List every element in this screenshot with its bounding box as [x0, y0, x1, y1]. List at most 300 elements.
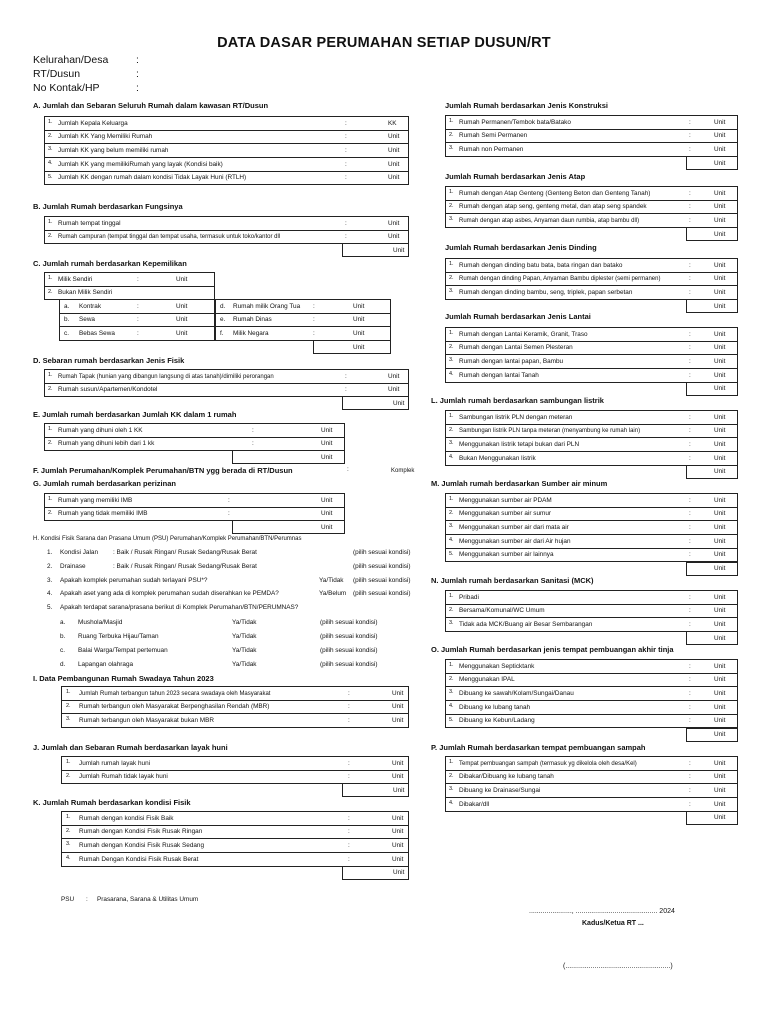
konstruksi-table — [445, 115, 738, 157]
total-unit: Unit — [714, 634, 726, 642]
row-number: 5. — [48, 173, 53, 180]
row-label: Jumlah rumah layak huni — [79, 759, 151, 767]
row-unit: Unit — [714, 357, 726, 365]
row-colon: : — [689, 261, 691, 269]
psu-row-hint: (pilih sesuai kondisi) — [353, 549, 411, 556]
table-row — [446, 535, 737, 549]
row-label: Dibuang ke sawah/Kolam/Sungai/Danau — [459, 689, 574, 697]
row-number: 2. — [48, 439, 53, 446]
row-number: 1. — [48, 496, 53, 502]
row-colon: : — [689, 800, 691, 808]
footnote-colon: : — [86, 896, 88, 903]
row-number: 3. — [449, 216, 454, 223]
row-unit: Unit — [321, 426, 333, 434]
row-colon: : — [689, 620, 691, 628]
section-m-heading: M. Jumlah rumah berdasarkan Sumber air minum — [431, 479, 608, 488]
row-colon: : — [689, 413, 691, 421]
table-row — [60, 300, 214, 314]
row-number: 1. — [449, 759, 454, 765]
psu-sub-letter: d. — [60, 661, 66, 668]
row-label: Bukan Menggunakan listrik — [459, 454, 536, 462]
row-label: Rumah Permanen/Tembok bata/Batako — [459, 118, 571, 126]
row-colon: : — [689, 288, 691, 296]
section-p-heading: P. Jumlah Rumah berdasarkan tempat pembuangan sampah — [431, 743, 646, 752]
kelurahan-label: Kelurahan/Desa — [33, 54, 109, 66]
row-number: 1. — [66, 814, 71, 820]
section-p-table — [445, 756, 738, 812]
psu-row-value: : Baik / Rusak Ringan/ Rusak Sedang/Rusak Berat — [113, 562, 257, 570]
section-f-unit: Komplek — [391, 468, 415, 474]
total-box — [686, 299, 738, 313]
row-colon: : — [689, 496, 691, 504]
row-label: Dibakar/dll — [459, 800, 490, 808]
row-unit: Unit — [714, 344, 726, 352]
row-label: Rumah Dinas — [233, 316, 272, 324]
row-number: 1. — [48, 275, 53, 281]
psu-row-value: : Baik / Rusak Ringan/ Rusak Sedang/Rusak Berat — [113, 549, 257, 556]
row-number: 2. — [48, 132, 53, 139]
section-i-table — [61, 686, 409, 728]
row-colon: : — [348, 855, 350, 863]
psu-row-value: Ya/Tidak — [319, 576, 344, 584]
rt-dusun-colon: : — [136, 68, 139, 80]
row-colon: : — [348, 814, 350, 822]
row-letter: d. — [220, 302, 226, 310]
row-unit: Unit — [714, 773, 726, 781]
row-number: 3. — [449, 523, 454, 530]
row-number: 1. — [48, 119, 53, 125]
table-row — [446, 259, 737, 273]
section-b-heading: B. Jumlah Rumah berdasarkan Fungsinya — [33, 202, 183, 211]
row-label: Bukan Milik Sendiri — [58, 289, 113, 297]
row-colon: : — [689, 717, 691, 725]
row-colon: : — [689, 118, 691, 126]
table-row — [45, 144, 408, 158]
row-number: 2. — [48, 232, 53, 239]
row-label: Sambungan listrik PLN dengan meteran — [459, 413, 573, 421]
table-row — [216, 300, 390, 314]
row-number: 1. — [449, 330, 454, 336]
row-number: 2. — [449, 772, 454, 779]
signature-date: ......................, .......................................... 2024 — [529, 908, 675, 915]
row-number: 1. — [48, 219, 53, 225]
row-unit: Unit — [176, 316, 188, 324]
row-colon: : — [252, 426, 254, 434]
total-box — [342, 243, 409, 257]
row-colon: : — [689, 203, 691, 211]
total-unit: Unit — [714, 814, 726, 822]
row-number: 1. — [449, 413, 454, 419]
row-label: Rumah tempat tinggal — [58, 219, 121, 227]
row-label: Jumlah KK dengan rumah dalam kondisi Tidak Layak Huni (RTLH) — [58, 174, 247, 182]
row-label: Dibuang ke Kebun/Ladang — [459, 717, 535, 725]
psu-row-value: Ya/Belum — [319, 590, 347, 598]
row-unit: Unit — [714, 330, 726, 338]
table-row — [45, 217, 408, 231]
row-colon: : — [345, 386, 347, 394]
row-number: 3. — [449, 440, 454, 447]
row-label: Rumah terbangun oleh Masyarakat bukan MBR — [79, 716, 214, 724]
table-row — [446, 214, 737, 228]
row-number: 2. — [449, 509, 454, 516]
row-unit: Unit — [321, 510, 333, 518]
row-colon: : — [689, 454, 691, 462]
row-unit: KK — [388, 119, 397, 127]
table-row — [45, 370, 408, 384]
row-colon: : — [348, 716, 350, 724]
table-row — [62, 701, 408, 715]
row-unit: Unit — [392, 814, 404, 822]
table-row — [446, 130, 737, 144]
row-number: 3. — [66, 841, 71, 848]
table-row — [446, 116, 737, 130]
row-number: 2. — [449, 606, 454, 613]
row-label: Jumlah KK Yang Memiliki Rumah — [58, 133, 153, 141]
row-number: 2. — [48, 385, 53, 392]
row-colon: : — [689, 662, 691, 670]
row-unit: Unit — [392, 759, 404, 767]
total-unit: Unit — [714, 230, 726, 238]
row-label: Bersama/Komunal/WC Umum — [459, 607, 545, 615]
row-number: 2. — [66, 772, 71, 779]
total-unit: Unit — [714, 468, 726, 476]
table-row — [45, 508, 344, 522]
kontak-colon: : — [136, 82, 139, 94]
total-unit: Unit — [714, 385, 726, 393]
table-row — [446, 369, 737, 383]
row-label: Rumah yang memiliki IMB — [58, 496, 133, 504]
section-b-table — [44, 216, 409, 244]
row-unit: Unit — [714, 189, 726, 197]
row-unit: Unit — [392, 703, 404, 711]
row-number: 1. — [449, 593, 454, 599]
table-row — [446, 771, 737, 785]
row-colon: : — [689, 551, 691, 559]
row-label: Menggunakan IPAL — [459, 676, 515, 684]
dinding-table — [445, 258, 738, 300]
row-colon: : — [689, 523, 691, 531]
row-label: Rumah Semi Permanen — [459, 132, 528, 140]
row-number: 5. — [449, 716, 454, 723]
row-unit: Unit — [714, 607, 726, 615]
row-number: 2. — [449, 426, 454, 433]
table-row — [45, 494, 344, 508]
total-box — [342, 866, 409, 880]
row-unit: Unit — [714, 551, 726, 559]
row-unit: Unit — [714, 676, 726, 684]
total-box — [342, 783, 409, 797]
table-row — [45, 172, 408, 186]
row-colon: : — [345, 119, 347, 127]
row-number: 3. — [449, 786, 454, 793]
row-label: Dibuang ke lubang tanah — [459, 703, 531, 711]
table-row — [45, 384, 408, 398]
row-label: Rumah dengan Kondisi Fisik Rusak Ringan — [79, 828, 203, 836]
table-row — [446, 438, 737, 452]
row-colon: : — [689, 510, 691, 518]
row-number: 2. — [449, 675, 454, 682]
psu-sub-hint: (pilih sesuai kondisi) — [320, 619, 378, 626]
row-colon: : — [345, 133, 347, 141]
psu-sub-label: Mushola/Masjid — [78, 619, 123, 626]
row-colon: : — [689, 344, 691, 352]
row-number: 2. — [449, 202, 454, 209]
row-number: 1. — [449, 118, 454, 124]
psu-sub-label: Ruang Terbuka Hijau/Taman — [78, 633, 159, 640]
row-colon: : — [689, 275, 691, 283]
row-unit: Unit — [714, 440, 726, 448]
rt-dusun-label: RT/Dusun — [33, 68, 81, 80]
row-label: Menggunakan Septicktank — [459, 662, 535, 670]
psu-row-label: Apakah terdapat sarana/prasana berikut di Komplek Perumahan/BTN/PERUMNAS? — [60, 604, 299, 612]
psu-sub-hint: (pilih sesuai kondisi) — [320, 647, 378, 654]
section-d-table — [44, 369, 409, 397]
psu-sub-letter: c. — [60, 647, 65, 654]
kelurahan-colon: : — [136, 54, 139, 66]
row-colon: : — [313, 316, 315, 324]
footnote-text: Prasarana, Sarana & Utilitas Umum — [97, 896, 199, 903]
total-unit: Unit — [714, 565, 726, 573]
row-number: 2. — [66, 827, 71, 834]
section-f-colon: : — [347, 466, 349, 473]
row-number: 3. — [449, 288, 454, 295]
row-unit: Unit — [714, 717, 726, 725]
row-label: Rumah dengan atap asbes, Anyaman daun rumbia, atap bambu dll) — [459, 217, 640, 224]
row-label: Sambungan listrik PLN tanpa meteran (menyambung ke rumah lain) — [459, 428, 641, 435]
psu-sub-hint: (pilih sesuai kondisi) — [320, 633, 378, 640]
row-label: Menggunakan sumber air lainnya — [459, 551, 554, 559]
row-number: 2. — [66, 702, 71, 709]
section-l-heading: L. Jumlah rumah berdasarkan sambungan listrik — [431, 396, 604, 405]
row-label: Bebas Sewa — [79, 329, 115, 337]
row-unit: Unit — [714, 523, 726, 531]
row-label: Rumah dengan dinding batu bata, bata ringan dan batako — [459, 261, 623, 269]
row-letter: a. — [64, 302, 70, 310]
table-row — [446, 508, 737, 522]
row-colon: : — [137, 302, 139, 310]
row-unit: Unit — [714, 662, 726, 670]
section-d-heading: D. Sebaran rumah berdasarkan Jenis Fisik — [33, 356, 185, 365]
row-colon: : — [689, 145, 691, 153]
row-letter: b. — [64, 316, 70, 324]
row-colon: : — [348, 703, 350, 711]
row-number: 1. — [449, 261, 454, 267]
table-row — [446, 521, 737, 535]
section-i-heading: I. Data Pembangunan Rumah Swadaya Tahun 2023 — [33, 674, 214, 683]
section-j-table — [61, 756, 409, 784]
row-unit: Unit — [714, 537, 726, 545]
row-unit: Unit — [714, 593, 726, 601]
row-unit: Unit — [392, 773, 404, 781]
table-row — [45, 117, 408, 131]
row-label: Jumlah Rumah tidak layak huni — [79, 773, 168, 781]
row-colon: : — [348, 689, 350, 697]
row-colon: : — [345, 160, 347, 168]
row-colon: : — [228, 510, 230, 518]
table-row — [446, 187, 737, 201]
row-label: Kontrak — [79, 302, 102, 310]
row-unit: Unit — [714, 288, 726, 296]
row-letter: c. — [64, 329, 69, 337]
table-row — [446, 701, 737, 715]
row-label: Rumah dengan kondisi Fisik Baik — [79, 814, 174, 822]
section-j-heading: J. Jumlah dan Sebaran Rumah berdasarkan layak huni — [33, 743, 228, 752]
row-unit: Unit — [388, 372, 400, 380]
ownership-left-table — [59, 299, 215, 341]
table-row — [446, 715, 737, 729]
table-row — [446, 286, 737, 300]
row-unit: Unit — [392, 689, 404, 697]
table-row — [62, 826, 408, 840]
table-row — [446, 143, 737, 157]
row-number: 4. — [449, 454, 454, 461]
row-label: Jumlah Rumah terbangun tahun 2023 secara swadaya oleh Masyarakat — [79, 690, 271, 697]
psu-row-label: Apakah komplek perumahan sudah terlayani PSU*? — [60, 576, 208, 584]
row-colon: : — [689, 607, 691, 615]
row-unit: Unit — [714, 145, 726, 153]
section-a-heading: A. Jumlah dan Sebaran Seluruh Rumah dalam kawasan RT/Dusun — [33, 101, 269, 110]
total-box — [686, 227, 738, 241]
psu-row-hint: (pilih sesuai kondisi) — [353, 590, 411, 598]
row-label: Menggunakan sumber air sumur — [459, 510, 551, 518]
lantai-heading: Jumlah Rumah berdasarkan Jenis Lantai — [445, 312, 591, 321]
total-box — [232, 450, 345, 464]
section-k-table — [61, 811, 409, 867]
row-label: Tempat pembuangan sampah (termasuk yg dikelola oleh desa/Kel) — [459, 760, 637, 767]
section-e-table — [44, 423, 345, 451]
row-unit: Unit — [714, 759, 726, 767]
row-number: 3. — [48, 146, 53, 153]
row-unit: Unit — [392, 828, 404, 836]
konstruksi-heading: Jumlah Rumah berdasarkan Jenis Konstruksi — [445, 101, 608, 110]
row-number: 3. — [449, 620, 454, 627]
total-box — [342, 396, 409, 410]
table-row — [446, 328, 737, 342]
row-unit: Unit — [714, 413, 726, 421]
row-label: Menggunakan sumber air dari Air hujan — [459, 537, 571, 545]
row-unit: Unit — [714, 371, 726, 379]
row-colon: : — [689, 689, 691, 697]
psu-sub-value: Ya/Tidak — [232, 647, 257, 654]
row-unit: Unit — [388, 386, 400, 394]
total-box — [313, 340, 391, 354]
table-row — [446, 452, 737, 466]
row-label: Dibakar/Dibuang ke lubang tanah — [459, 773, 554, 781]
section-f-heading: F. Jumlah Perumahan/Komplek Perumahan/BTN ygg berada di RT/Dusun — [33, 466, 293, 475]
row-number: 3. — [449, 357, 454, 364]
lantai-table — [445, 327, 738, 383]
row-colon: : — [689, 132, 691, 140]
row-number: 4. — [48, 160, 53, 167]
row-label: Rumah Dengan Kondisi Fisik Rusak Berat — [79, 855, 199, 863]
row-number: 2. — [48, 509, 53, 516]
row-unit: Unit — [392, 841, 404, 849]
table-row — [446, 798, 737, 812]
row-label: Pribadi — [459, 593, 479, 601]
row-colon: : — [689, 703, 691, 711]
table-row — [446, 618, 737, 632]
row-label: Milik Sendiri — [58, 275, 93, 283]
psu-sub-value: Ya/Tidak — [232, 633, 257, 640]
total-unit: Unit — [393, 869, 405, 877]
row-colon: : — [689, 786, 691, 794]
row-label: Rumah dengan Atap Genteng (Genteng Beton dan Genteng Tanah) — [459, 189, 651, 197]
row-unit: Unit — [714, 703, 726, 711]
table-row — [446, 411, 737, 425]
row-number: 3. — [449, 689, 454, 696]
row-unit: Unit — [353, 316, 365, 324]
table-row — [446, 674, 737, 688]
section-g-heading: G. Jumlah rumah berdasarkan perizinan — [33, 479, 176, 488]
section-a-table — [44, 116, 409, 185]
table-row — [62, 714, 408, 728]
row-number: 1. — [66, 759, 71, 765]
row-unit: Unit — [388, 219, 400, 227]
table-row — [45, 273, 214, 287]
section-g-table — [44, 493, 345, 521]
section-h-heading: H. Kondisi Fisik Sarana dan Prasana Umum (PSU) Perumahan/Komplek Perumahan/BTN/Perumnas — [33, 536, 302, 542]
total-box — [686, 811, 738, 825]
total-unit: Unit — [353, 343, 365, 351]
table-row — [216, 314, 390, 328]
row-colon: : — [348, 828, 350, 836]
row-number: 4. — [449, 371, 454, 378]
row-number: 1. — [449, 496, 454, 502]
total-unit: Unit — [393, 786, 405, 794]
total-unit: Unit — [393, 399, 405, 407]
row-colon: : — [345, 146, 347, 154]
table-row — [446, 591, 737, 605]
table-row — [446, 425, 737, 439]
row-colon: : — [137, 316, 139, 324]
row-colon: : — [689, 759, 691, 767]
total-box — [686, 562, 738, 576]
row-number: 1. — [66, 689, 71, 695]
table-row — [446, 687, 737, 701]
row-colon: : — [137, 329, 139, 337]
psu-row-number: 1. — [47, 549, 53, 556]
total-unit: Unit — [714, 159, 726, 167]
row-unit: Unit — [388, 146, 400, 154]
row-label: Rumah susun/Apartemen/Kondotel — [58, 386, 158, 394]
row-number: 4. — [449, 537, 454, 544]
row-colon: : — [345, 174, 347, 182]
row-unit: Unit — [714, 620, 726, 628]
table-row — [45, 438, 344, 452]
row-unit: Unit — [353, 302, 365, 310]
row-unit: Unit — [714, 261, 726, 269]
psu-row-number: 3. — [47, 576, 53, 584]
row-colon: : — [348, 773, 350, 781]
row-unit: Unit — [714, 275, 726, 283]
row-colon: : — [345, 233, 347, 241]
row-number: 2. — [449, 343, 454, 350]
row-label: Sewa — [79, 316, 95, 324]
row-number: 1. — [48, 372, 53, 378]
row-label: Rumah non Permanen — [459, 145, 524, 153]
row-unit: Unit — [714, 510, 726, 518]
row-label: Rumah yang tidak memiliki IMB — [58, 510, 148, 518]
table-row — [60, 327, 214, 341]
total-box — [686, 156, 738, 170]
section-n-table — [445, 590, 738, 632]
row-label: Rumah dengan dinding bambu, seng, triplek, papan serbetan — [459, 288, 633, 296]
section-l-table — [445, 410, 738, 466]
table-row — [62, 771, 408, 785]
psu-row-number: 2. — [47, 562, 53, 570]
table-row — [216, 327, 390, 341]
psu-sub-label: Balai Warga/Tempat pertemuan — [78, 647, 168, 654]
